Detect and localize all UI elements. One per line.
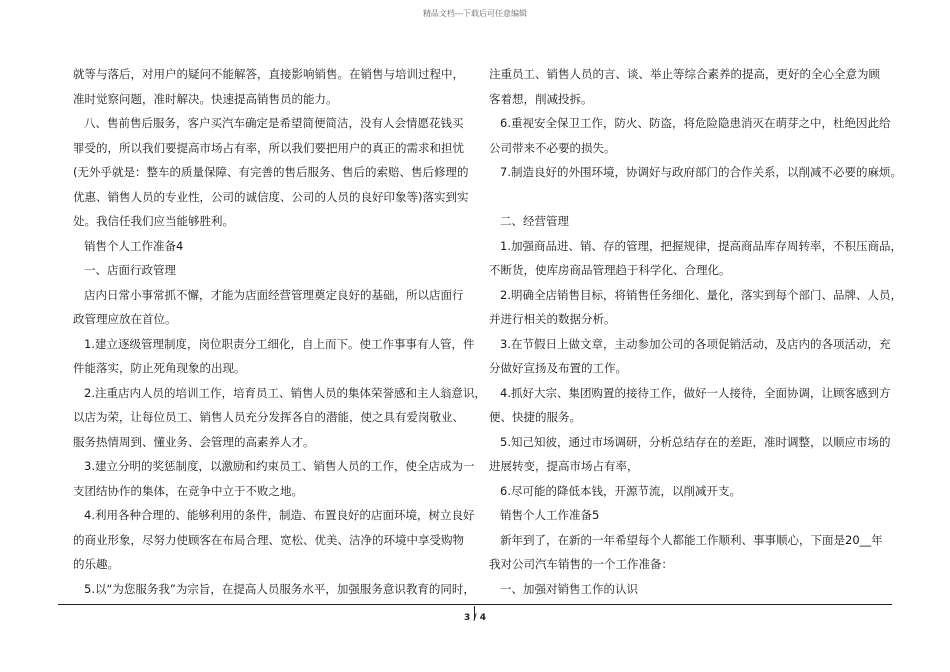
text-line: 5.以“为您服务我”为宗旨，在提高人员服务水平，加强服务意识教育的同时， bbox=[84, 581, 475, 596]
text-line: 政管理应放在首位。 bbox=[73, 312, 177, 326]
text-line: 一、店面行政管理 bbox=[84, 263, 176, 277]
text-line: 不断货，使库房商品管理趋于科学化、合理化。 bbox=[489, 263, 731, 277]
text-line: 2.明确全店销售目标，将销售任务细化、量化，落实到每个部门、品牌、人员， bbox=[500, 287, 902, 302]
text-line: 4.利用各种合理的、能够利用的条件，制造、布置良好的店面环境，树立良好 bbox=[84, 508, 475, 522]
right-column bbox=[489, 62, 902, 601]
text-line: 的乐趣。 bbox=[73, 557, 119, 571]
text-line: 的商业形象，尽努力使顾客在布局合理、宽松、优美、洁净的环境中享受购物 bbox=[73, 532, 464, 547]
text-line: 注重员工、销售人员的言、谈、举止等综合素养的提高，更好的全心全意为顾 bbox=[489, 67, 880, 81]
text-line: 准时觉察问题，准时解决。快速提高销售员的能力。 bbox=[73, 91, 338, 106]
text-line: 2.注重店内人员的培训工作，培育员工、销售人员的集体荣誉感和主人翁意识， bbox=[84, 385, 486, 400]
text-line: 优惠、销售人员的专业性，公司的诚信度、公司的人员的良好印象等)落实到实 bbox=[73, 189, 469, 204]
text-line: 5.知己知彼，通过市场调研，分析总结存在的差距，准时调整，以顺应市场的 bbox=[500, 434, 891, 449]
text-line: 就等与落后，对用户的疑问不能解答，直接影响销售。在销售与培训过程中， bbox=[73, 67, 464, 81]
text-line: (无外乎就是：整车的质量保障、有完善的售后服务、售后的索赔、售后修理的 bbox=[73, 165, 469, 179]
text-line: 6.尽可能的降低本钱，开源节流，以削减开支。 bbox=[500, 483, 741, 498]
text-line: 分做好宣扬及布置的工作。 bbox=[489, 361, 627, 375]
text-line: 3.建立分明的奖惩制度，以激励和约束员工、销售人员的工作，使全店成为一 bbox=[84, 459, 475, 473]
text-line: 新年到了，在新的一年希望每个人都能工作顺利、事事顺心，下面是20__年 bbox=[500, 532, 883, 547]
text-line: 店内日常小事常抓不懈，才能为店面经营管理奠定良好的基础，所以店面行 bbox=[84, 287, 464, 302]
page-header: 精品文档---下载后可任意编辑 bbox=[422, 9, 528, 18]
left-column bbox=[73, 62, 486, 601]
text-line: 3.在节假日上做文章，主动参加公司的各项促销活动，及店内的各项活动，充 bbox=[500, 336, 891, 351]
text-line: 八、售前售后服务，客户买汽车确定是希望简便简洁，没有人会情愿花钱买 bbox=[84, 116, 464, 130]
text-line: 1.建立逐级管理制度，岗位职责分工细化，自上而下。使工作事事有人管，件 bbox=[84, 336, 475, 351]
text-line: 件能落实，防止死角现象的出现。 bbox=[73, 361, 246, 375]
text-line: 罪受的，所以我们要提高市场占有率，所以我们要把用户的真正的需求和担忧 bbox=[73, 140, 464, 155]
text-line: 并进行相关的数据分析。 bbox=[489, 312, 616, 326]
text-line: 服务热情周到、懂业务、会管理的高素养人才。 bbox=[73, 434, 315, 449]
page-number: 3 / 4 bbox=[463, 613, 487, 623]
text-line: 公司带来不必要的损失。 bbox=[489, 140, 616, 155]
text-line: 客着想，削减投拆。 bbox=[489, 91, 593, 106]
text-line: 4.抓好大宗、集团购置的接待工作，做好一人接待，全面协调，让顾客感到方 bbox=[500, 385, 891, 400]
text-line: 我对公司汽车销售的一个工作准备： bbox=[489, 557, 673, 571]
text-line: 销售个人工作准备4 bbox=[84, 238, 184, 253]
text-line: 6.重视安全保卫工作，防火、防盗，将危险隐患消灭在萌芽之中，杜绝因此给 bbox=[500, 116, 891, 130]
text-line: 以店为荣，让每位员工、销售人员充分发挥各自的潜能，使之具有爱岗敬业、 bbox=[73, 410, 464, 424]
footer-rule bbox=[58, 604, 892, 605]
text-line: 一、加强对销售工作的认识 bbox=[500, 581, 638, 596]
text-line: 7.制造良好的外围环境，协调好与政府部门的合作关系，以削减不必要的麻烦。 bbox=[500, 165, 902, 179]
text-line: 便、快捷的服务。 bbox=[489, 410, 581, 424]
text-line bbox=[489, 185, 884, 210]
text-line: 销售个人工作准备5 bbox=[500, 508, 600, 522]
text-line: 1.加强商品进、销、存的管理，把握规律，提高商品库存周转率，不积压商品， bbox=[500, 238, 902, 253]
text-line: 进展转变，提高市场占有率， bbox=[489, 459, 639, 473]
text-line: 支团结协作的集体，在竞争中立于不败之地。 bbox=[73, 483, 303, 498]
text-line: 处。我信任我们应当能够胜利。 bbox=[73, 214, 234, 228]
text-line: 二、经营管理 bbox=[500, 214, 569, 228]
